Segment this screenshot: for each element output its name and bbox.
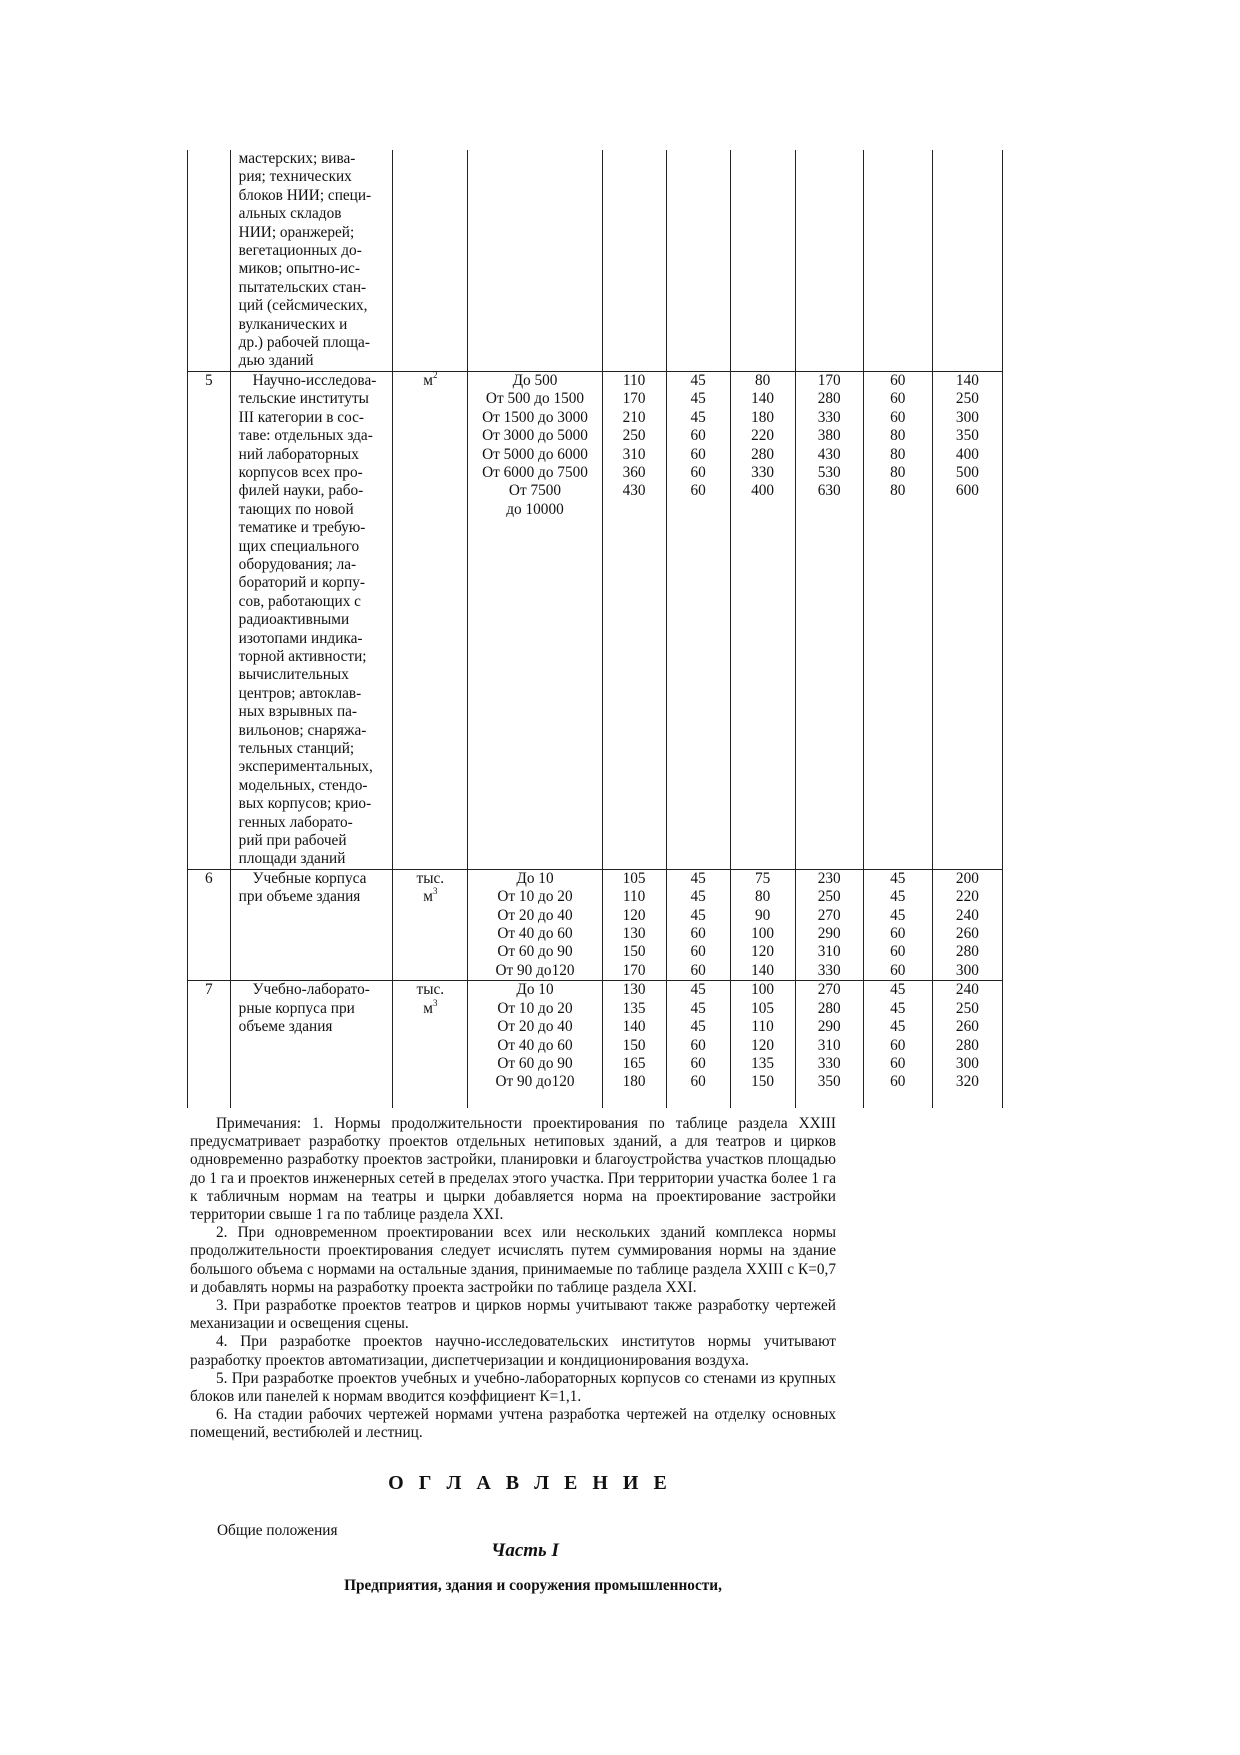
norm-value: 150 [622, 1036, 646, 1054]
norm-value: 280 [955, 943, 979, 961]
norm-value: 400 [955, 445, 979, 463]
norm-value: 330 [817, 961, 841, 979]
norm-value: 45 [890, 869, 906, 887]
object-name-line: вычислительных [238, 666, 349, 684]
range-value: От 40 до 60 [497, 925, 573, 943]
note-1: Примечания: 1. Нормы продолжительности проектирования по таблице раздела XXIII предусматривает разработку проектов отдельных нетиповых зданий, а для театров и цирков одновременно разработку проектов застройки, планировки и благоустройства участков площадью до 1 га и проектов инженерных сетей в пределах этого участка. При территории участка более 1 га к табличным нормам на театры и цырки добавляется норма на проектирование застройки территории свыше 1 га по таблице раздела XXI. [190, 1115, 836, 1224]
range-value: От 20 до 40 [497, 906, 573, 924]
object-name-line: альных складов [238, 205, 342, 223]
norm-value: 60 [690, 1054, 706, 1072]
object-name-line: центров; автоклав- [238, 684, 362, 702]
object-name-cell [230, 981, 393, 1108]
norm-value: 280 [817, 999, 841, 1017]
unit-cell [393, 981, 468, 1108]
norm-value: 310 [817, 1036, 841, 1054]
norm-value: 120 [622, 906, 646, 924]
norm-value: 360 [622, 463, 646, 481]
object-name-line: миков; опытно-ис- [238, 260, 360, 278]
norm-value: 280 [955, 1036, 979, 1054]
value-column-5 [863, 869, 932, 980]
object-name-line: ний лабораторных [238, 445, 359, 463]
norm-value: 280 [817, 390, 841, 408]
norm-value: 220 [751, 427, 775, 445]
norm-value: 250 [955, 999, 979, 1017]
object-name-line: др.) рабочей площа- [238, 334, 370, 352]
object-name-line: Научно-исследова- [252, 371, 377, 389]
norm-value: 75 [754, 869, 771, 887]
value-column-5 [863, 371, 932, 869]
norm-value: 240 [955, 906, 979, 924]
note-4: 4. При разработке проектов научно-исследовательских институтов нормы учитывают разработку проектов автоматизации, диспетчеризации и кондиционирования воздуха. [190, 1333, 836, 1369]
value-column-6 [932, 150, 1002, 371]
object-name-line: вулканических и [238, 315, 348, 333]
object-name-line: блоков НИИ; специ- [238, 186, 372, 204]
norm-value: 280 [751, 445, 775, 463]
range-value: От 90 до120 [495, 961, 575, 979]
range-value: От 7500 [508, 482, 562, 500]
value-column-3 [730, 981, 795, 1108]
object-name-line: корпусов всех про- [238, 463, 363, 481]
norm-value: 60 [890, 390, 906, 408]
object-name-line: бораторий и корпу- [238, 574, 366, 592]
value-column-4 [795, 981, 863, 1108]
object-name-line: при объеме здания [238, 888, 361, 906]
object-name-line: экспериментальных, [238, 758, 373, 776]
norm-value: 60 [690, 1073, 706, 1091]
object-name-line: вильонов; снаряжа- [238, 721, 367, 739]
norm-value: 60 [890, 961, 906, 979]
value-column-1 [602, 371, 666, 869]
object-name-cell [230, 371, 393, 869]
norm-value: 200 [955, 869, 979, 887]
unit-label-2: м [423, 888, 433, 906]
value-column-4 [795, 371, 863, 869]
norm-value: 240 [955, 981, 979, 999]
norm-value: 130 [622, 981, 646, 999]
norm-value: 130 [622, 925, 646, 943]
norm-value: 140 [622, 1018, 646, 1036]
norm-value: 45 [890, 1018, 906, 1036]
object-name-line: таве: отдельных зда- [238, 427, 373, 445]
norm-value: 45 [690, 981, 706, 999]
value-column-2 [666, 981, 730, 1108]
norm-value: 350 [817, 1073, 841, 1091]
norm-value: 140 [955, 371, 979, 389]
object-name-line: сов, работающих с [238, 592, 361, 610]
norm-value: 60 [690, 925, 706, 943]
value-column-1 [602, 869, 666, 980]
design-norms-table [187, 150, 1003, 1108]
object-name-line: изотопами индика- [238, 629, 363, 647]
unit-exponent: 3 [432, 886, 438, 897]
norm-value: 45 [690, 390, 706, 408]
toc-general-provisions: Общие положения [217, 1522, 338, 1539]
value-column-5 [863, 150, 932, 371]
row-number [188, 150, 231, 371]
value-column-5 [863, 981, 932, 1108]
norm-value: 90 [754, 906, 771, 924]
unit-label: м [423, 371, 433, 389]
norm-value: 290 [817, 925, 841, 943]
note-3: 3. При разработке проектов театров и цирков нормы учитывают также разработку чертежей механизации и освещения сцены. [190, 1297, 836, 1333]
norm-value: 300 [955, 408, 979, 426]
norm-value: 400 [751, 482, 775, 500]
norm-value: 110 [622, 888, 646, 906]
norm-value: 310 [622, 445, 646, 463]
object-name-line: Учебные корпуса [252, 869, 367, 887]
table-row [188, 981, 1003, 1108]
value-column-2 [666, 371, 730, 869]
norm-value: 110 [622, 371, 646, 389]
norm-value: 600 [955, 482, 979, 500]
range-value: От 60 до 90 [497, 1054, 573, 1072]
norm-value: 140 [751, 961, 775, 979]
object-name-line: рия; технических [238, 168, 352, 186]
unit-cell [393, 150, 468, 371]
norm-value: 80 [890, 482, 906, 500]
table-row [188, 869, 1003, 980]
norm-value: 60 [690, 482, 706, 500]
object-name-line: мастерских; вива- [238, 150, 356, 167]
unit-label-wrap [393, 888, 467, 906]
object-name-line: торной активности; [238, 647, 367, 665]
object-name-line: объеме здания [238, 1018, 333, 1036]
norm-value: 180 [622, 1073, 646, 1091]
value-column-3 [730, 150, 795, 371]
norm-value: 45 [690, 906, 706, 924]
norm-value: 180 [751, 408, 775, 426]
norm-value: 60 [890, 1054, 906, 1072]
norm-value: 330 [817, 408, 841, 426]
toc-part-heading: Часть I [491, 1540, 559, 1561]
object-name-line: площади зданий [238, 850, 346, 868]
norm-value: 45 [890, 888, 906, 906]
norm-value: 120 [751, 943, 775, 961]
object-name-line: ных взрывных па- [238, 703, 358, 721]
norm-value: 45 [690, 371, 706, 389]
object-name-line: филей науки, рабо- [238, 482, 364, 500]
range-value: От 500 до 1500 [485, 390, 585, 408]
norm-value: 630 [817, 482, 841, 500]
range-cell [468, 371, 602, 869]
unit-cell [393, 371, 468, 869]
range-value: От 3000 до 5000 [482, 427, 588, 445]
range-value: От 6000 до 7500 [482, 463, 588, 481]
range-value: От 5000 до 6000 [482, 445, 588, 463]
value-column-4 [795, 150, 863, 371]
toc-title: О Г Л А В Л Е Н И Е [388, 1472, 672, 1494]
row-number: 5 [188, 371, 231, 869]
norm-value: 250 [817, 888, 841, 906]
value-column-4 [795, 869, 863, 980]
norm-value: 220 [955, 888, 979, 906]
norm-value: 170 [622, 390, 646, 408]
object-name-line: тающих по новой [238, 500, 354, 518]
norm-value: 165 [622, 1054, 646, 1072]
object-name-line: НИИ; оранжерей; [238, 223, 355, 241]
table-row [188, 371, 1003, 869]
norm-value: 250 [622, 427, 646, 445]
norm-value: 45 [890, 999, 906, 1017]
norm-value: 135 [751, 1054, 775, 1072]
norm-value: 530 [817, 463, 841, 481]
norm-value: 150 [622, 943, 646, 961]
norm-value: 270 [817, 906, 841, 924]
notes-section [190, 1115, 836, 1443]
range-value: От 10 до 20 [497, 999, 573, 1017]
norm-value: 80 [890, 427, 906, 445]
unit-label-2: м [423, 999, 433, 1017]
value-column-6 [932, 371, 1002, 869]
object-name-line: вегетационных до- [238, 242, 362, 260]
norm-value: 350 [955, 427, 979, 445]
object-name-line: рий при рабочей [238, 832, 347, 850]
value-column-6 [932, 981, 1002, 1108]
row-number: 6 [188, 869, 231, 980]
object-name-line: дью зданий [238, 352, 314, 370]
norm-value: 45 [890, 906, 906, 924]
norm-value: 60 [690, 961, 706, 979]
value-column-1 [602, 981, 666, 1108]
norm-value: 250 [955, 390, 979, 408]
object-name-cell [230, 150, 393, 371]
row-number: 7 [188, 981, 231, 1108]
norm-value: 60 [690, 1036, 706, 1054]
unit-exponent: 3 [432, 997, 438, 1008]
norm-value: 60 [890, 925, 906, 943]
norm-value: 60 [890, 943, 906, 961]
table-row [188, 150, 1003, 371]
object-name-line: тельных станций; [238, 740, 355, 757]
norm-value: 430 [817, 445, 841, 463]
norm-value: 45 [690, 1018, 706, 1036]
unit-label-wrap [393, 369, 467, 390]
range-value: От 40 до 60 [497, 1036, 573, 1054]
object-name-line: генных лаборато- [238, 813, 353, 831]
object-name-line: щих специального [238, 537, 360, 555]
norm-value: 80 [890, 463, 906, 481]
range-value: От 20 до 40 [497, 1018, 573, 1036]
norm-value: 300 [955, 1054, 979, 1072]
norm-value: 310 [817, 943, 841, 961]
table-body [188, 150, 1003, 1108]
range-cell [468, 869, 602, 980]
value-column-6 [932, 869, 1002, 980]
object-name-line: III категории в сос- [238, 408, 364, 426]
norm-value: 330 [817, 1054, 841, 1072]
range-value: До 10 [516, 981, 554, 999]
unit-exponent: 2 [432, 369, 438, 380]
norm-value: 80 [890, 445, 906, 463]
unit-label-wrap [393, 997, 467, 1018]
norm-value: 170 [817, 371, 841, 389]
norm-value: 45 [690, 869, 706, 887]
norm-value: 270 [817, 981, 841, 999]
norm-value: 45 [890, 981, 906, 999]
range-value: От 90 до120 [495, 1073, 575, 1091]
range-value: От 60 до 90 [497, 943, 573, 961]
norm-value: 320 [955, 1073, 979, 1091]
note-5: 5. При разработке проектов учебных и учебно-лабораторных корпусов со стенами из крупных блоков или панелей к нормам вводится коэффициент К=1,1. [190, 1369, 836, 1406]
norm-value: 150 [751, 1073, 775, 1091]
object-name-line: модельных, стендо- [238, 776, 368, 794]
norm-value: 60 [690, 427, 706, 445]
object-name-cell [230, 869, 393, 980]
object-name-line: рные корпуса при [238, 999, 355, 1017]
norm-value: 60 [890, 1073, 906, 1091]
norm-value: 45 [690, 999, 706, 1017]
unit-label: тыс. [416, 981, 445, 999]
norm-value: 500 [955, 463, 979, 481]
value-column-3 [730, 869, 795, 980]
norm-value: 300 [955, 961, 979, 979]
range-value: До 500 [512, 371, 558, 389]
norm-value: 210 [622, 408, 646, 426]
norm-value: 80 [754, 888, 771, 906]
object-name-line: тельские институты [238, 390, 369, 408]
norm-value: 60 [690, 463, 706, 481]
norm-value: 290 [817, 1018, 841, 1036]
value-column-2 [666, 869, 730, 980]
note-6: 6. На стадии рабочих чертежей нормами учтена разработка чертежей на отделку основных помещений, вестибюлей и лестниц. [190, 1406, 836, 1442]
value-column-1 [602, 150, 666, 371]
norm-value: 170 [622, 961, 646, 979]
range-value: До 10 [516, 869, 554, 887]
object-name-line: радиоактивными [238, 611, 350, 629]
range-cell [468, 981, 602, 1108]
note-2: 2. При одновременном проектировании всех или нескольких зданий комплекса нормы продолжительности проектирования следует исчислять путем суммирования нормы на здание большого объема с нормами на остальные здания, принимаемые по таблице раздела XXIII с К=0,7 и добавлять нормы на разработку проекта застройки по таблице раздела XXI. [190, 1224, 836, 1296]
range-value: От 10 до 20 [497, 888, 573, 906]
norm-value: 60 [890, 371, 906, 389]
object-name-line: Учебно-лаборато- [252, 981, 370, 999]
norm-value: 100 [751, 925, 775, 943]
norm-value: 45 [690, 408, 706, 426]
norm-value: 120 [751, 1036, 775, 1054]
norm-value: 60 [890, 408, 906, 426]
norm-value: 140 [751, 390, 775, 408]
norm-value: 105 [622, 869, 646, 887]
range-value: до 10000 [506, 500, 564, 518]
norm-value: 230 [817, 869, 841, 887]
norm-value: 60 [890, 1036, 906, 1054]
norm-value: 260 [955, 1018, 979, 1036]
object-name-line: ций (сейсмических, [238, 297, 368, 315]
object-name-line: вых корпусов; крио- [238, 795, 372, 813]
object-name-line: тематике и требую- [238, 519, 366, 537]
unit-cell [393, 869, 468, 980]
object-name-line: оборудования; ла- [238, 555, 357, 573]
unit-label: тыс. [416, 869, 445, 887]
object-name-line: пытательских стан- [238, 278, 367, 296]
range-cell [468, 150, 602, 371]
norm-value: 135 [622, 999, 646, 1017]
norm-value: 380 [817, 427, 841, 445]
norm-value: 80 [754, 371, 771, 389]
norm-value: 330 [751, 463, 775, 481]
norm-value: 45 [690, 888, 706, 906]
norm-value: 60 [690, 445, 706, 463]
norm-value: 60 [690, 943, 706, 961]
norm-value: 110 [751, 1018, 774, 1036]
norm-value: 105 [751, 999, 775, 1017]
value-column-3 [730, 371, 795, 869]
value-column-2 [666, 150, 730, 371]
norm-value: 430 [622, 482, 646, 500]
norm-value: 100 [751, 981, 775, 999]
range-value: От 1500 до 3000 [482, 408, 588, 426]
toc-section-heading: Предприятия, здания и сооружения промышленности, [344, 1577, 722, 1594]
norm-value: 260 [955, 925, 979, 943]
